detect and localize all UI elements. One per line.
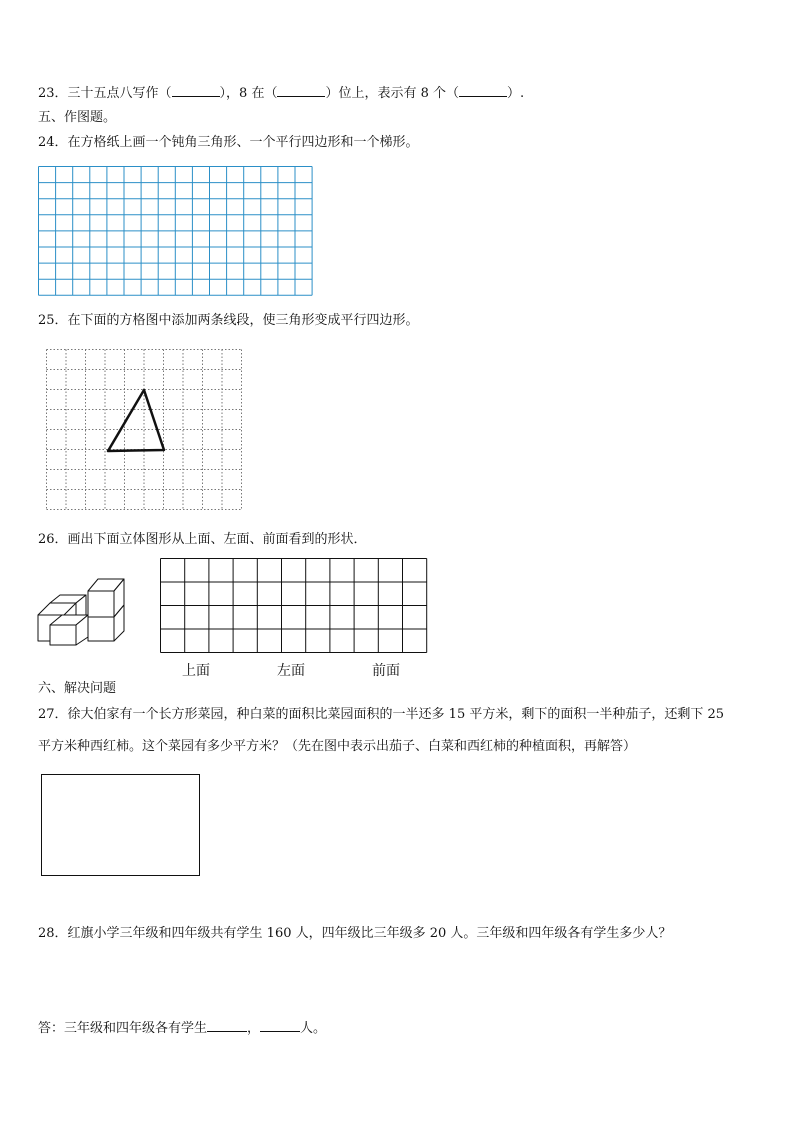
q23-blank-3[interactable] xyxy=(459,84,507,97)
q23-text-2: ），8 在（ xyxy=(219,86,278,101)
section-6-heading: 六、解决问题 xyxy=(38,681,117,696)
blue-square-grid[interactable] xyxy=(38,166,314,297)
view-label-left: 左面 xyxy=(277,663,305,679)
answer-blank-1[interactable] xyxy=(207,1019,247,1032)
answer-text-3: 人。 xyxy=(300,1021,327,1036)
answer-blank-2[interactable] xyxy=(260,1019,300,1032)
answer-text-2: ， xyxy=(247,1021,261,1036)
section-5-heading: 五、作图题。 xyxy=(38,110,117,125)
question-27-line-1: 27．徐大伯家有一个长方形菜园，种白菜的面积比菜园面积的一半还多 15 平方米，剩下的面积一半种茄子，还剩下 25 xyxy=(38,707,725,722)
question-24: 24．在方格纸上画一个钝角三角形、一个平行四边形和一个梯形。 xyxy=(38,135,419,150)
question-28: 28．红旗小学三年级和四年级共有学生 160 人，四年级比三年级多 20 人。三年级和四年级各有学生多少人？ xyxy=(38,926,672,941)
question-25: 25．在下面的方格图中添加两条线段，使三角形变成平行四边形。 xyxy=(38,313,419,328)
view-label-front: 前面 xyxy=(372,663,400,679)
q23-blank-2[interactable] xyxy=(277,84,325,97)
q23-text-4: ）. xyxy=(507,86,525,101)
question-26: 26．画出下面立体图形从上面、左面、前面看到的形状． xyxy=(38,532,367,547)
triangle-shape xyxy=(108,390,164,451)
q23-blank-1[interactable] xyxy=(172,84,220,97)
dotted-square-grid[interactable] xyxy=(46,349,244,511)
q23-text-3: ）位上，表示有 8 个（ xyxy=(325,86,459,101)
cube-stack-figure xyxy=(36,575,132,647)
view-label-top: 上面 xyxy=(182,663,210,679)
views-square-grid[interactable] xyxy=(160,558,428,654)
q23-text-1: 23．三十五点八写作（ xyxy=(38,86,172,101)
question-23 xyxy=(38,84,524,102)
answer-text-1: 答：三年级和四年级各有学生 xyxy=(38,1021,208,1036)
garden-rectangle[interactable] xyxy=(41,774,200,876)
question-27-line-2: 平方米种西红柿。这个菜园有多少平方米？（先在图中表示出茄子、白菜和西红柿的种植面积，再解答） xyxy=(38,739,637,754)
answer-28 xyxy=(38,1019,326,1037)
